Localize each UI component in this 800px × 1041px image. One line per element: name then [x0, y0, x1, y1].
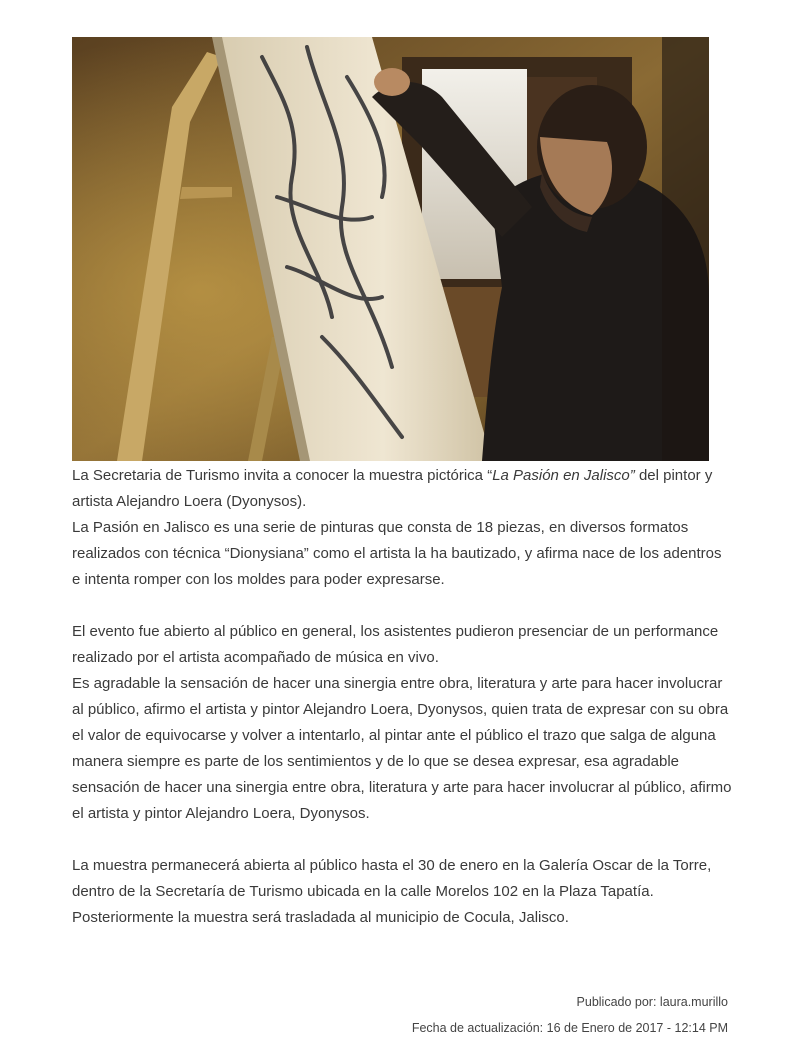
article-paragraph: La Pasión en Jalisco es una serie de pinturas que consta de 18 piezas, en diversos formatos realizados con técnica “Dionysiana” como el artista la ha bautizado, y afirma nace de los adentros e intenta romper con los moldes para poder expresarse.: [72, 519, 722, 588]
article-paragraph: El evento fue abierto al público en general, los asistentes pudieron presenciar de un performance realizado por el artista acompañado de música en vivo.: [72, 623, 719, 666]
exhibition-title: La Pasión en Jalisco”: [492, 467, 635, 484]
published-by: Publicado por: laura.murillo: [576, 995, 728, 1009]
article-meta: [412, 989, 728, 1041]
intro-text: La Secretaria de Turismo invita a conocer la muestra pictórica “: [72, 467, 493, 484]
updated-date: Fecha de actualización: 16 de Enero de 2017 - 12:14 PM: [411, 1021, 728, 1035]
article-body: [72, 463, 732, 931]
article-paragraph: La muestra permanecerá abierta al público hasta el 30 de enero en la Galería Oscar de la Torre, dentro de la Secretaría de Turismo ubicada en la calle Morelos 102 en la Plaza Tapatía. Posteriormente la muestra será trasladada al municipio de Cocula, Jalisco.: [72, 857, 712, 926]
intro-text-end: del pintor y artista Alejandro Loera (Dyonysos).: [72, 467, 713, 510]
article-photo: [72, 37, 709, 461]
painter-at-easel-image: [72, 37, 709, 461]
article-intro: [72, 463, 732, 515]
article-paragraph: Es agradable la sensación de hacer una sinergia entre obra, literatura y arte para hacer involucrar al público, afirmo el artista y pintor Alejandro Loera, Dyonysos, quien trata de expresar con su obra el valor de equivocarse y volver a intentarlo, al pintar ante el público el trazo que salga de alguna manera siempre es parte de los sentimientos y de lo que se desea expresar, esa agradable sensación de hacer una sinergia entre obra, literatura y arte para hacer involucrar al público, afirmo el artista y pintor Alejandro Loera, Dyonysos.: [72, 675, 732, 822]
